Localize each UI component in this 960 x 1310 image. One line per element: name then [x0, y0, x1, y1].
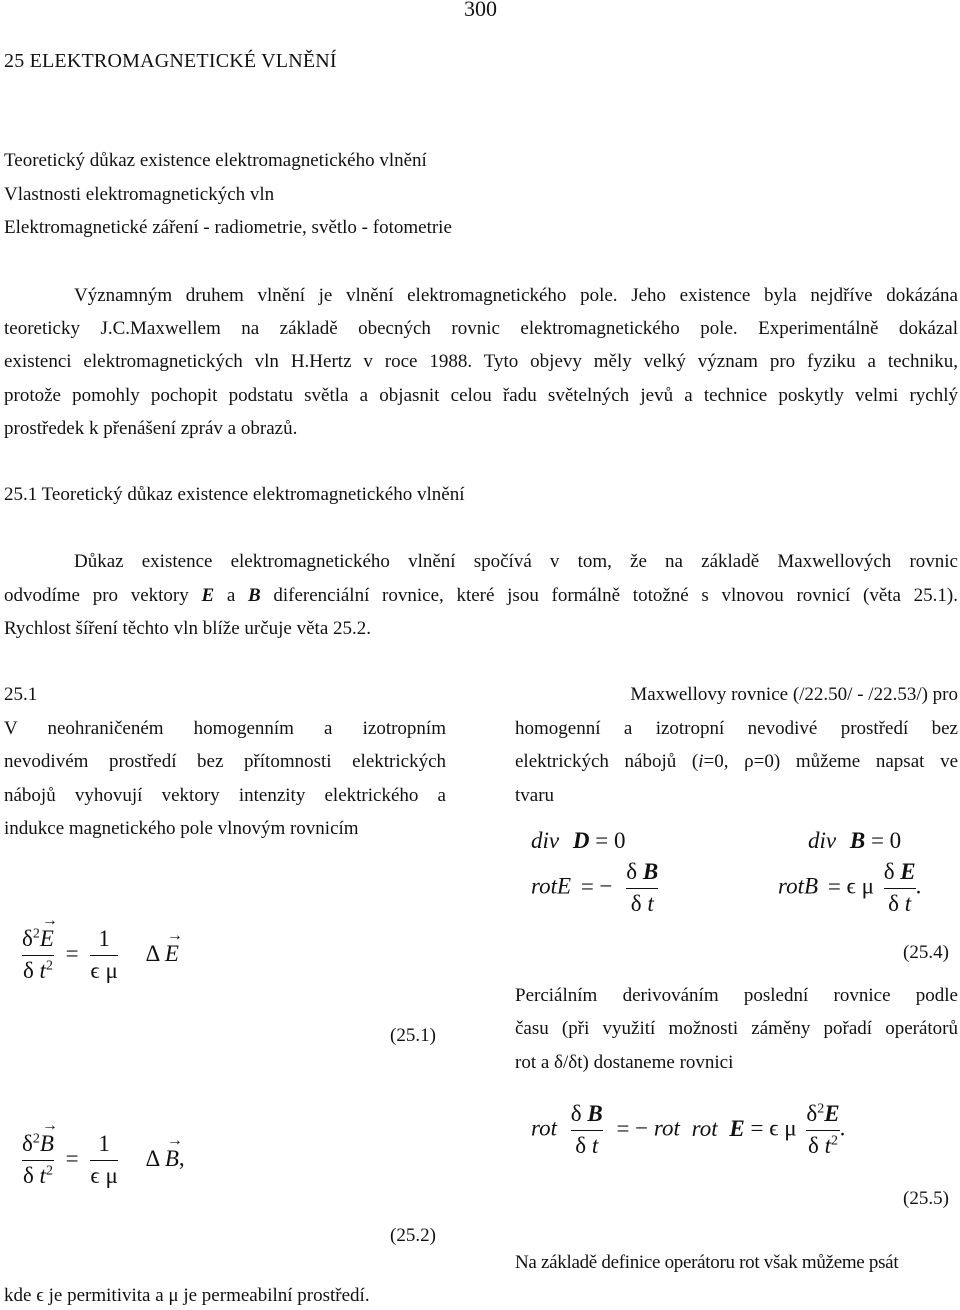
equals-zero: = 0	[870, 828, 902, 853]
maxwell-line-3: tvaru	[515, 785, 555, 806]
theorem-line-1: V neohraničeném homogenním a izotropním	[4, 718, 446, 739]
equation-25-1	[22, 925, 179, 986]
last-line: Na základě definice operátoru rot však můžeme psát	[515, 1252, 899, 1273]
equals-sign: =	[580, 873, 594, 899]
intro-line-3: existenci elektromagnetických vln H.Hertz v roce 1988. Tyto objevy měly velký význam pro fyziku a techniku,	[4, 351, 958, 372]
page-number: 300	[464, 0, 497, 21]
current-symbol: i	[698, 751, 704, 772]
vector-e-symbol: E	[201, 585, 215, 606]
delta-symbol: δ	[806, 1101, 818, 1126]
time-symbol: t	[39, 1162, 46, 1188]
maxwell-header: Maxwellovy rovnice (/22.50/ - /22.53/) pro	[630, 684, 958, 705]
delta-symbol: δ	[883, 859, 895, 884]
derivation-line-1: Perciálním derivováním poslední rovnice podle	[515, 985, 958, 1006]
eq2-lhs-fraction	[22, 1130, 54, 1191]
theorem-line-2: nevodivém prostředí bez přítomnosti elektrických	[4, 751, 446, 772]
exponent: 2	[32, 1131, 40, 1147]
section-para-line-1: Důkaz existence elektromagnetického vlnění spočívá v tom, že na základě Maxwellových rovnic	[74, 551, 958, 572]
equals-sign: =	[750, 1115, 764, 1141]
rot-operator: rot	[531, 873, 557, 899]
exponent: 2	[830, 1133, 838, 1149]
equation-25-5	[531, 1100, 845, 1161]
laplace-operator: Δ	[145, 1145, 160, 1171]
delta-symbol: δ	[22, 1131, 33, 1156]
equals-sign: =	[827, 873, 841, 899]
para-text: a	[214, 585, 248, 606]
period: .	[915, 873, 922, 899]
eq1-lhs-fraction	[22, 925, 54, 986]
exponent: 2	[817, 1101, 825, 1117]
delta-symbol: δ	[575, 1132, 587, 1158]
vector-e: E	[557, 873, 572, 899]
minus-sign: −	[599, 873, 613, 899]
eps-mu: ϵ μ	[769, 1115, 797, 1141]
intro-line-5: prostředek k přenášení zpráv a obrazů.	[4, 418, 298, 439]
section-para-line-2	[4, 585, 958, 607]
eq2-rhs-fraction	[90, 1130, 117, 1191]
intro-line-1: Významným druhem vlnění je vlnění elektromagnetického pole. Jeho existence byla nejdříve dokázána	[74, 285, 958, 306]
time-symbol: t	[591, 1132, 599, 1158]
toc-item-2: Vlastnosti elektromagnetických vln	[4, 184, 275, 205]
time-symbol: t	[647, 890, 654, 916]
vector-e: → E	[40, 925, 54, 954]
delta-symbol: δ	[630, 890, 642, 916]
section-para-line-3: Rychlost šíření těchto vln blíže určuje věta 25.2.	[4, 618, 372, 639]
equals-sign: =	[65, 940, 79, 966]
vector-b: B	[804, 873, 819, 899]
text: =0, ρ=0) můžeme napsat ve	[703, 751, 959, 772]
laplace-operator: Δ	[145, 940, 160, 966]
maxwell-line-2	[515, 751, 958, 773]
eps-mu: ϵ μ	[90, 1162, 118, 1188]
section-title: 25.1 Teoretický důkaz existence elektromagnetického vlnění	[4, 484, 465, 505]
equation-number-25-2: (25.2)	[390, 1225, 436, 1246]
equation-25-2	[22, 1130, 185, 1191]
theorem-line-4: indukce magnetického pole vlnovým rovnicím	[4, 818, 359, 839]
vector-b-symbol: B	[247, 585, 261, 606]
vector-b: → B	[40, 1130, 54, 1159]
numerator-one: 1	[98, 926, 110, 951]
exponent: 2	[32, 926, 40, 942]
delta-symbol: δ	[626, 859, 638, 884]
de-dt-fraction	[884, 858, 916, 919]
delta-symbol: δ	[22, 926, 33, 951]
para-text: odvodíme pro vektory	[4, 585, 202, 606]
intro-line-4: protože pomohly pochopit podstatu světla a objasnit celou řadu světelných jevů a technice poskytly velmi rychlý	[4, 385, 958, 406]
eps-mu: ϵ μ	[846, 873, 874, 899]
delta-symbol: δ	[807, 1132, 819, 1158]
vector-e: → E	[165, 941, 179, 967]
delta-symbol: δ	[22, 1162, 34, 1188]
rot-operator: rot	[531, 1115, 557, 1141]
time-symbol: t	[904, 890, 912, 916]
chapter-title: 25 ELEKTROMAGNETICKÉ VLNĚNÍ	[4, 50, 337, 72]
d2e-dt2-fraction	[806, 1100, 839, 1161]
exponent: 2	[45, 958, 53, 974]
exponent: 2	[45, 1163, 53, 1179]
theorem-label: 25.1	[4, 684, 38, 705]
theorem-line-3: nábojů vyhovují vektory intenzity elektrického a	[4, 785, 446, 806]
db-dt-fraction	[626, 858, 658, 919]
toc-item-3: Elektromagnetické záření - radiometrie, světlo - fotometrie	[4, 217, 452, 238]
equals-sign: =	[65, 1145, 79, 1171]
div-operator: div	[808, 828, 837, 853]
vector-e: E	[729, 1115, 745, 1141]
equation-number-25-4: (25.4)	[903, 942, 949, 963]
db-dt-fraction	[571, 1100, 603, 1161]
derivation-line-3: rot a δ/δt) dostaneme rovnici	[515, 1052, 734, 1073]
vector-b: B	[849, 828, 866, 853]
vector-d: D	[572, 828, 590, 853]
delta-symbol: δ	[888, 890, 900, 916]
comma: ,	[178, 1145, 185, 1171]
vector-b: B	[642, 859, 659, 884]
maxwell-line-1: homogenní a izotropní nevodivé prostředí bez	[515, 718, 958, 739]
equals-zero: = 0	[595, 828, 626, 853]
rot-b-equation	[778, 858, 921, 919]
eps-mu: ϵ μ	[90, 957, 118, 983]
div-operator: div	[531, 828, 560, 853]
equation-number-25-1: (25.1)	[390, 1025, 436, 1046]
div-b-equation	[808, 828, 901, 854]
div-d-equation	[531, 828, 625, 854]
derivation-line-2: času (při využití možnosti záměny pořadí operátorů	[515, 1018, 958, 1039]
time-symbol: t	[39, 957, 46, 983]
footer-text: kde	[4, 1285, 37, 1306]
delta-symbol: δ	[570, 1101, 582, 1126]
text: elektrických nábojů (	[515, 751, 699, 772]
minus-sign: −	[635, 1115, 649, 1141]
delta-symbol: δ	[22, 957, 34, 983]
vector-b: B	[587, 1101, 603, 1126]
numerator-one: 1	[98, 1131, 110, 1156]
rot-operator: rot	[778, 873, 804, 899]
mu-symbol: μ	[168, 1285, 179, 1306]
vector-e: E	[824, 1101, 840, 1126]
footer-text: je permeabilní prostředí.	[178, 1285, 370, 1306]
rot-e-equation	[531, 858, 658, 919]
epsilon-symbol: ϵ	[36, 1285, 44, 1306]
vector-e: E	[900, 859, 916, 884]
time-symbol: t	[824, 1132, 831, 1158]
rot-operator: rot	[653, 1115, 680, 1141]
footer-text: je permitivita a	[43, 1285, 169, 1306]
intro-line-2: teoreticky J.C.Maxwellem na základě obecných rovnic elektromagnetického pole. Experimentálně dokázal	[4, 318, 958, 339]
para-text: diferenciální rovnice, které jsou formálně totožné s vlnovou rovnicí (věta 25.1).	[260, 585, 958, 606]
equation-number-25-5: (25.5)	[903, 1188, 949, 1209]
period: .	[839, 1115, 846, 1141]
equals-sign: =	[616, 1115, 630, 1141]
eq1-rhs-fraction	[90, 925, 117, 986]
footer-definition	[4, 1285, 370, 1307]
toc-item-1: Teoretický důkaz existence elektromagnetického vlnění	[4, 150, 427, 171]
vector-b: → B	[165, 1146, 179, 1172]
rot-operator: rot	[691, 1115, 718, 1141]
